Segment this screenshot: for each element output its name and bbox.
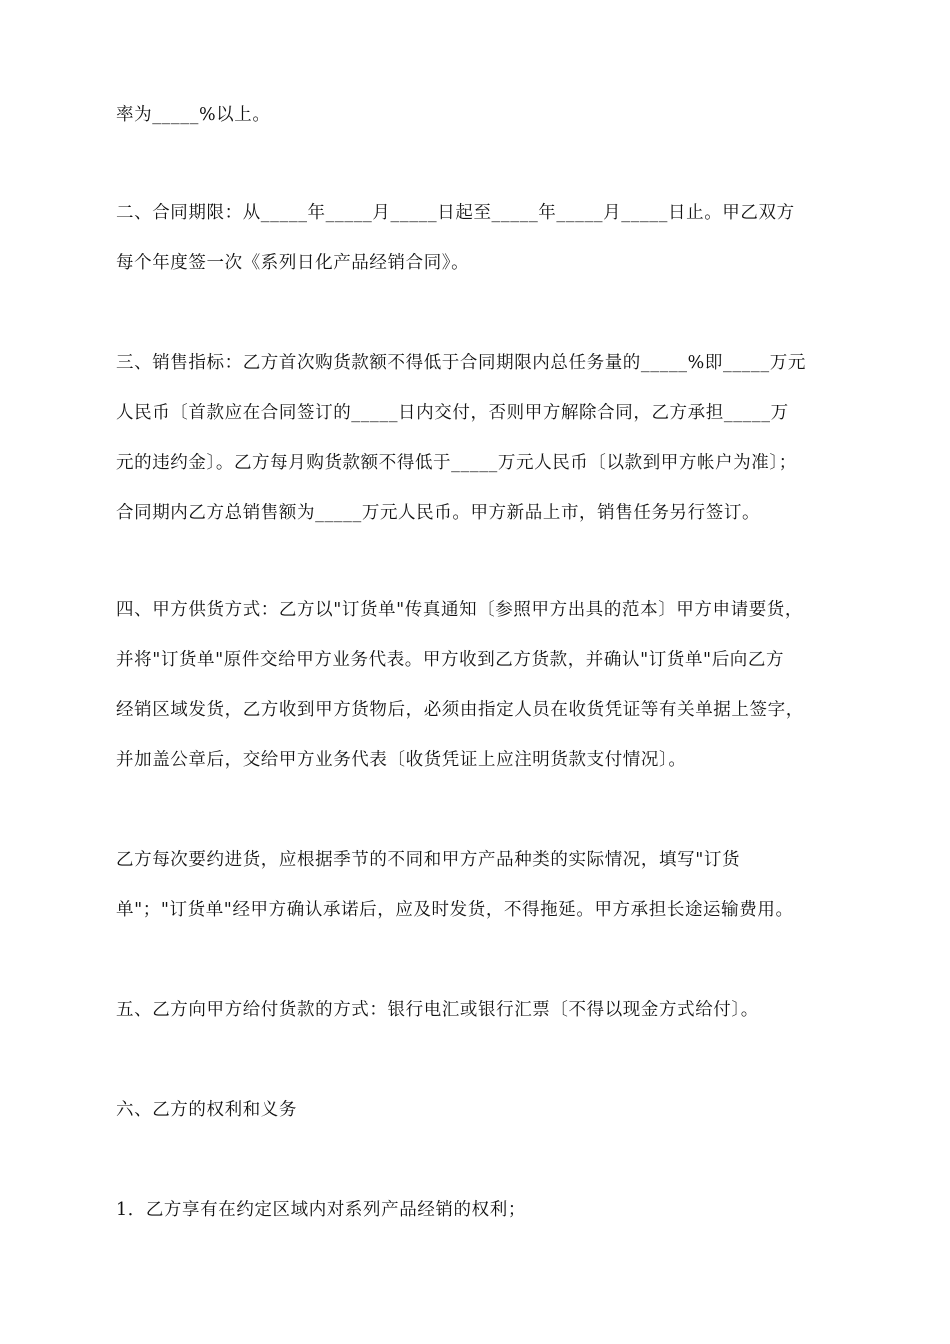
paragraph-contract-term bbox=[116, 188, 838, 288]
text-line: 单"；"订货单"经甲方确认承诺后，应及时发货，不得拖延。甲方承担长途运输费用。 bbox=[116, 900, 794, 920]
text-line: 率为_____%以上。 bbox=[116, 105, 271, 125]
paragraph-right-1 bbox=[116, 1185, 838, 1235]
list-item: 1．乙方享有在约定区域内对系列产品经销的权利； bbox=[116, 1200, 526, 1220]
text-line: 每个年度签一次《系列日化产品经销合同》。 bbox=[116, 253, 470, 273]
text-line: 经销区域发货，乙方收到甲方货物后，必须由指定人员在收货凭证等有关单据上签字， bbox=[116, 700, 804, 720]
paragraph-sales-target bbox=[116, 338, 838, 538]
paragraph-rate bbox=[116, 90, 838, 140]
paragraph-order-process bbox=[116, 835, 838, 935]
paragraph-supply-method bbox=[116, 585, 838, 785]
text-line: 五、乙方向甲方给付货款的方式：银行电汇或银行汇票〔不得以现金方式给付〕。 bbox=[116, 1000, 759, 1020]
text-line: 并加盖公章后，交给甲方业务代表〔收货凭证上应注明货款支付情况〕。 bbox=[116, 750, 687, 770]
text-line: 元的违约金〕。乙方每月购货款额不得低于_____万元人民币〔以款到甲方帐户为准〕； bbox=[116, 453, 797, 473]
text-line: 乙方每次要约进货，应根据季节的不同和甲方产品种类的实际情况，填写"订货 bbox=[116, 850, 741, 870]
paragraph-rights-heading bbox=[116, 1085, 838, 1135]
text-line: 四、甲方供货方式：乙方以"订货单"传真通知〔参照甲方出具的范本〕甲方申请要货， bbox=[116, 600, 803, 620]
text-line: 并将"订货单"原件交给甲方业务代表。甲方收到乙方货款，并确认"订货单"后向乙方 bbox=[116, 650, 785, 670]
section-heading: 六、乙方的权利和义务 bbox=[116, 1100, 297, 1120]
text-line: 人民币〔首款应在合同签订的_____日内交付，否则甲方解除合同，乙方承担_____万 bbox=[116, 403, 789, 423]
text-line: 二、合同期限：从_____年_____月_____日起至_____年_____月_____日止。甲乙双方 bbox=[116, 203, 795, 223]
text-line: 三、销售指标：乙方首次购货款额不得低于合同期限内总任务量的_____%即_____万元 bbox=[116, 353, 806, 373]
paragraph-payment-method bbox=[116, 985, 838, 1035]
text-line: 合同期内乙方总销售额为_____万元人民币。甲方新品上市，销售任务另行签订。 bbox=[116, 503, 761, 523]
